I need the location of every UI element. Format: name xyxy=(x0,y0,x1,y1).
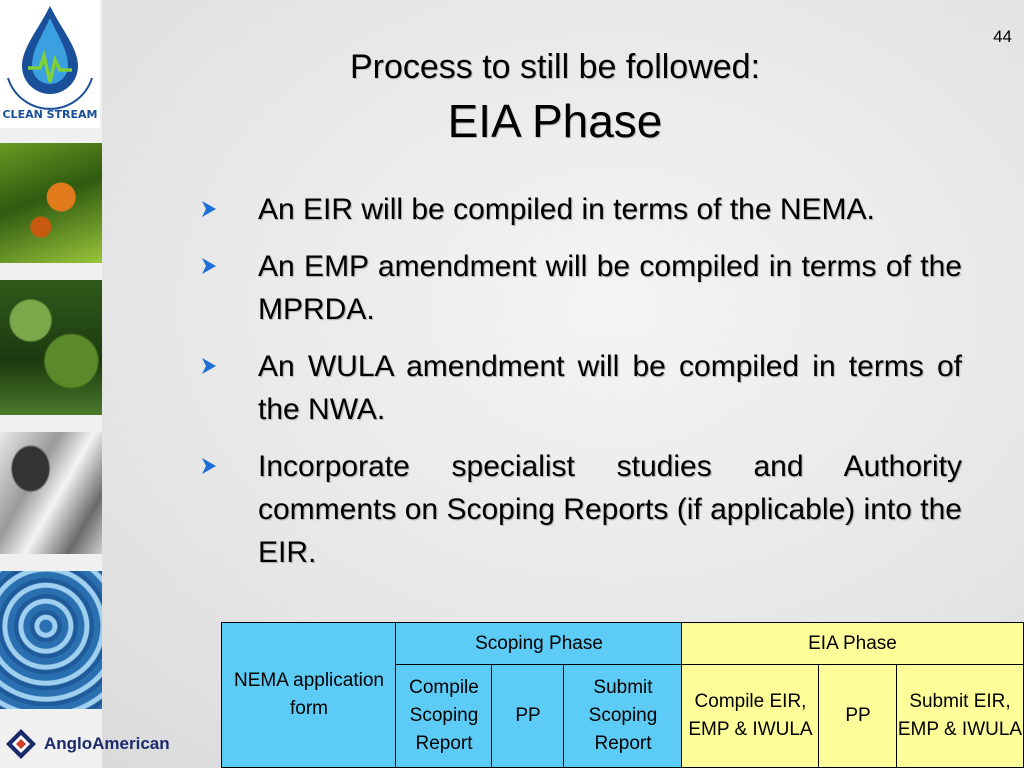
arrow-bullet-icon xyxy=(200,445,258,480)
arrow-bullet-icon xyxy=(200,245,258,280)
slide-number: 44 xyxy=(993,27,1012,46)
slide-subtitle: EIA Phase xyxy=(447,95,663,147)
svg-text:CLEAN STREAM: CLEAN STREAM xyxy=(2,108,98,121)
compile-eir-cell: Compile EIR, EMP & IWULA xyxy=(681,664,820,768)
arrow-bullet-icon xyxy=(200,188,258,223)
list-item xyxy=(200,245,962,331)
angloamerican-emblem-icon xyxy=(4,727,38,761)
list-item xyxy=(200,445,962,574)
pp-eia-cell: PP xyxy=(818,664,898,768)
scoping-phase-header: Scoping Phase xyxy=(395,622,683,666)
bullet-text: Incorporate specialist studies and Authority comments on Scoping Reports (if applicable) into the EIR. xyxy=(258,450,962,569)
bullet-list xyxy=(200,188,962,588)
forest-photo xyxy=(0,280,102,415)
bullet-text: An EIR will be compiled in terms of the NEMA. xyxy=(258,193,875,226)
list-item xyxy=(200,188,962,231)
compile-scoping-cell: Compile Scoping Report xyxy=(395,664,493,768)
submit-scoping-cell: Submit Scoping Report xyxy=(563,664,683,768)
stream-photo xyxy=(0,432,102,554)
bullet-text: An EMP amendment will be compiled in terms of the MPRDA. xyxy=(258,250,962,326)
nema-application-cell: NEMA application form xyxy=(221,622,397,768)
angloamerican-wordmark: AngloAmerican xyxy=(44,734,170,753)
bullet-text: An WULA amendment will be compiled in terms of the NWA. xyxy=(258,350,962,426)
eia-phase-header: EIA Phase xyxy=(681,622,1024,666)
submit-eir-cell: Submit EIR, EMP & IWULA xyxy=(896,664,1024,768)
frog-photo xyxy=(0,143,102,263)
arrow-bullet-icon xyxy=(200,345,258,380)
pp-scoping-cell: PP xyxy=(491,664,565,768)
water-ripple-photo xyxy=(0,571,102,709)
clean-stream-logo xyxy=(0,0,100,128)
list-item xyxy=(200,345,962,431)
slide-title: Process to still be followed: xyxy=(349,48,761,86)
angloamerican-logo xyxy=(4,724,194,764)
sidebar xyxy=(0,0,102,768)
